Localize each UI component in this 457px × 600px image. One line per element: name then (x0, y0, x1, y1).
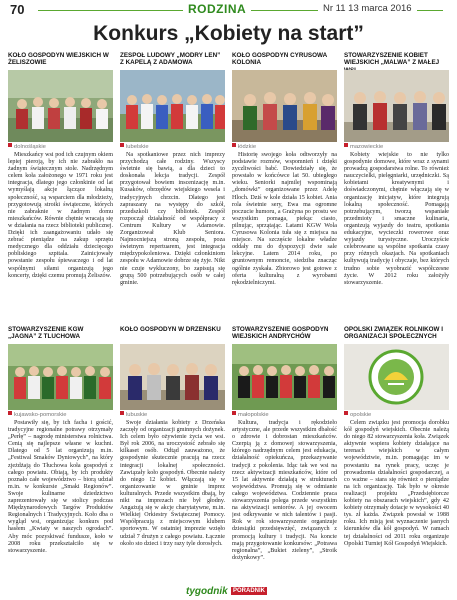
region-marker-icon (344, 411, 348, 415)
region-marker-icon (344, 143, 348, 147)
article-title: OPOLSKI ZWIĄZEK ROLNIKÓW I ORGANIZACJI SPOŁECZNYCH (344, 326, 443, 341)
page-header (0, 0, 457, 20)
articles-row-top (8, 52, 449, 322)
article-title: ZESPÓŁ LUDOWY „MODRY LEN” Z KAPELĄ Z ADAMOWA (120, 52, 221, 67)
region-marker-icon (232, 411, 236, 415)
page-footer (0, 585, 457, 600)
article-photo (232, 344, 337, 410)
article-title: KOŁO GOSPODYŃ W DRZEŃSKU (120, 326, 221, 333)
article-body: Historię swojego koła odtworzyły na podstawie rozmów, wspomnień i dzięki zyczliwości babć. Dowiedziały się, że powstało w końcówce lat 50. ubiegłego wieku. Seniorki najmilej wspominają „domówki” organizowane przez Adelę Hloch. Dziś w kole działa 15 kobiet. Ania rola świetnie sery, Ewa ma ogromne poczucie humoru, a Grażyna po prostu we wszystkim pomaga, piekąc ciasto, pilnując, sprzątając. Latami KGW Wola Cyrusowa Kolonia tuła się z miejsca na miejsce. Na szczęście lokalne władze oddały mu do dyspozycji dwie sale lekcyjne. Latem 2014 roku, po gruntownym remoncie, siedziba znacząc ogólnie zyskała. Zbiorowo jest gotowe z oferta kulturalną z wyrobami rękodzielniczymi. (232, 152, 337, 286)
article-body: Swoje działania kobiety z Drzeńska zaczęły od organizacji gminnych dożynek. Ich celem było ożywienie życia we wsi. Był rok 2006, na uroczystość zebrało się kilkaset osób. Odtąd zauważono, że gospodynie skutecznie pracują na rzecz integracji lokalnej społeczności. Zawiązały koło gospodyń. Obecnie należy do niego 12 kobiet. Włączają się w organizowanie w gminie imprez kulturalnych. Przede wszystkim dbają, by nikt na imprezach nie był głodny. Angażują się w akcje charytatywne, m.in. Wielkiej Orkiestry Świątecznej Pomocy. Współpracują z miejscowym klubem sportowym. W ostatniej imprezie wzięło udział 7 drużyn z całego powiatu. Łącznie około sto dzieci i trzy razy tyle dorosłych. (120, 420, 225, 547)
region-label: kujawsko-pomorskie (8, 411, 113, 420)
region-marker-icon (8, 411, 12, 415)
article-title: STOWARZYSZENIE GOSPODYŃ WIEJSKICH ANDRYCHÓW (232, 326, 329, 341)
article-photo (8, 344, 113, 410)
articles-row-bottom (8, 326, 449, 581)
article-title: KOŁO GOSPODYŃ CYRUSOWA KOLONIA (232, 52, 327, 67)
page-number: 70 (10, 2, 25, 17)
article-body: Postawiły się, by ich facha i gościć, tradycyjne regionalne potrawy otrzymały „Perłę” – nagrodę ministerstwa rolnictwa. Cenią się najlepsze własne w kuchni. Dlatego od 5 lat organizują m.in. „Festiwal Smaków Dyniowych”, na który zjeżdżają do Tłuchowa koła gospodyń z całego powiatu. Obiają, by ich produkty poznało całe województwo – biorą udział m.in. w konkursie „Smaki Regionów”. Swoje kulinarne dziedzictwo zaprezentowały się w stolicy podczas Międzynarodowych Targów Produktów Regionalnych i Tradycyjnych. Koło dba o wygląd wsi, organizując konkurs pod hasłem „Kwiaty w naszych ogrodach”. Aby móc pozyskiwać fundusze, koło w 2008 roku przekształciło się w stowarzyszenie. (8, 420, 113, 554)
article-title: STOWARZYSZENIE KGW „JAGNA” Z TLUCHOWA (8, 326, 84, 341)
region-label: dolnośląskie (8, 143, 113, 152)
article-opolski-zwiazek (344, 326, 449, 581)
article-body: Kobiety wiejskie to nie tylko gospodynie domowe, które wraz z synami prowadzą gospodarstwa rolne. To również nauczycielki, pielęgniarki, urzędniczki. Są kobietami kreatywnymi i doświadczonymi, chętnie włączają się w organizację inicjatyw, które integrują lokalną społeczność. Pomagają potrzebującym, tworzą wspaniałe przedmioty i smaczne kulinaria, organizują wyjazdy do teatru, spotkania edukacyjne, wycieczki rowerowe oraz wyjazdy turystyczne. Uroczyście celebrowane są wspólne spotkania czasy przy różnych okazjach. Na spotkaniach kultywują tradycję i obyczaje, bez których trudno sobie wyobrazić współczesne życie. W 2012 roku założyły stowarzyszenie. (344, 152, 449, 286)
article-cyrusowa-kolonia (232, 52, 337, 322)
region-marker-icon (120, 411, 124, 415)
publication-logo: tygodnik (186, 586, 228, 597)
publication-badge: PORADNIK (233, 588, 266, 594)
region-label: opolskie (344, 411, 449, 420)
article-malwa (344, 52, 449, 322)
region-label: mazowieckie (344, 143, 449, 152)
section-name: RODZINA (183, 2, 251, 16)
region-label: małopolskie (232, 411, 337, 420)
article-photo (120, 344, 225, 410)
article-modry-len (120, 52, 225, 322)
region-label: lubelskie (120, 143, 225, 152)
article-photo (344, 70, 449, 142)
article-drzensko (120, 326, 225, 581)
article-body: Celem związku jest promocja dorobku kół gospodyń wiejskich. Obecnie należą do niego 82 stowarzyszenia koła. Związek aktywnie wspiera kobiety działające na terenach wiejskich w całym województwie, m.in. pomagając im w powstaniu na rynek pracy, uczęc je prowadzenia działalności gospodarczej, a co ważne – stara się również o pieniądze na ich organizację. Tak było w okresie realizacji projektu „Przedsiębiorcze kobiety na obszarach wiejskich”, gdy 42 kobiety otrzymały dotacje w wysokości 40 tys. zł każda. Związek powstał w 1988 roku. Ich misją jest wyznaczenie jasnych kierunków dla kół gospodyń. W ramach tej działalności od 2011 roku organizuje Opolski Turniej Kół Gospodyń Wiejskich. (344, 420, 449, 547)
article-photo (8, 70, 113, 142)
article-andrychow (232, 326, 337, 581)
article-title: KOŁO GOSPODYŃ WIEJSKICH W ŻELISZOWIE (8, 52, 109, 67)
article-body: Na spotkaniowe przez nich imprezy przychodzą całe rodziny. Wszyscy świetnie się bawią, a dla dzieci to doskonała lekcja tradycji. Zespół przygotował bowiem inscenizację m.in. Kusaków, obrzędów wiejskiego wesela i tradycyjnych chrzcin. Dlatego jest zapraszany na występy do szkół, przedszkoli czy bibliotek. Zespół rozpoczął działalność od współpracy z Centrum Kultury w Adamowie. Zorganizował Klub Seniora. Najmocniejszą stroną zespołu, poza świetnym repertuarem, jest integracja międzypokoleniowa. Dzięki członkiniom zespołu w Adamowie dobrze się żyje. Nikt nie czuje wykluczony, bo zapisują się grupą 500 potrzebujących osób w całej gminie. (120, 152, 225, 286)
article-jagna (8, 326, 113, 581)
article-title: STOWARZYSZENIE KOBIET WIEJSKICH „MALWA” Z MAŁEJ (344, 52, 440, 67)
region-marker-icon (8, 143, 12, 147)
article-zeliszow (8, 52, 113, 322)
article-photo (120, 70, 225, 142)
region-label: łódzkie (232, 143, 337, 152)
article-body: Kultura, tradycja i rękodzieło artystyczne, ale przede wszystkim dbałość o zdrowie i dobrostan mieszkańców. Czerpią ją z domowej stowarzyszenia, którego nadrzędnym celem jest edukacja, działalność opiekuńcza, przekazywanie tradycji z pokolenia. Idąc tak we wsi na rzecz aktywizacji mieszkańców, które od 15 lat aktywnie działają w strukturach województwa. Promują się w odmianie całego województwa. Codziennie praca stowarzyszenia polega przede wszystkim na aktywizacji seniorów. A jej owocem jest odkrywanie w nich talentów i pasji. Rok w rok stowarzyszenie organizuje dziesiątki przedsięwzięć, związanych z promocją kultury i tradycji. Na koncie mają przygotowanie konkursów: „Potrawa regionalna”, „Bukiet zieleny”, „Stroik dożynkowy”. (232, 420, 337, 561)
article-photo (232, 70, 337, 142)
region-marker-icon (120, 143, 124, 147)
page-headline: Konkurs „Kobiety na start” (93, 22, 364, 45)
article-photo (344, 344, 449, 410)
issue-info: Nr 11 13 marca 2016 (318, 3, 417, 14)
region-label: lubuskie (120, 411, 225, 420)
region-marker-icon (232, 143, 236, 147)
article-body: Mieszkańcy wsi pod ich czujnym okiem lepiej pieroją, by ich nie zabrakło na żadnym świątecznym stole. Nadrzędnym celem koła założonego w 1971 roku jest integracja, dlatego jego członkinie od lat wymyślają akcje łączące lokalną społeczność, są wsparciem dla młodzieży, przygotowują stroiki świąteczne, których nie zabraknie w żadnym domu mieszkańców. Równie chętnie wracają się w działania na rzecz biblioteki publicznej. Dzięki ich zaangażowaniu udało się zebrać pieniądze na zakup sprzętu medycznego dla oddziału dziecięcego pobliskiego szpitala. Zainicjowały powstanie zespołu śpiewaczego i od lat wspólnymi siłami organizują jego koncerty, dzięki czemu promują Żeliszów. (8, 152, 113, 279)
